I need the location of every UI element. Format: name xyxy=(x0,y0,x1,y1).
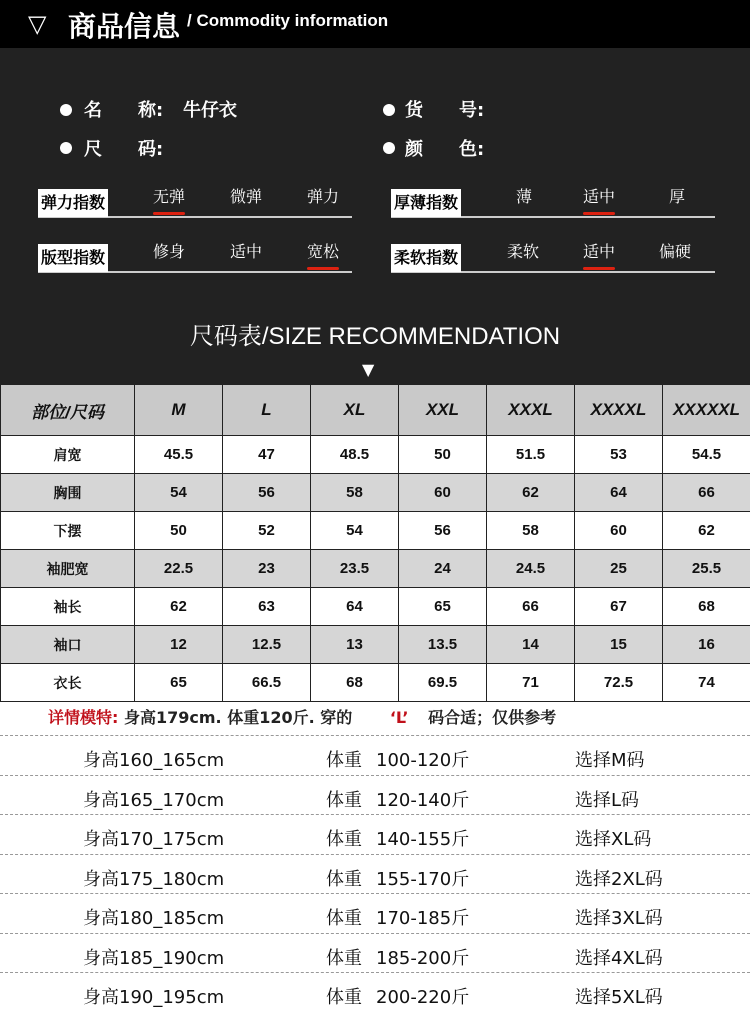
table-cell: 74 xyxy=(663,664,750,702)
table-cell: 51.5 xyxy=(487,436,575,474)
thickness-option-thick: 厚 xyxy=(669,187,686,206)
size-pick: 选择L码 xyxy=(575,789,640,811)
table-cell: 58 xyxy=(311,474,399,512)
table-cell: 60 xyxy=(399,474,487,512)
size-pick: 选择5XL码 xyxy=(575,987,663,1008)
table-cell: 47 xyxy=(223,436,311,474)
header-bar xyxy=(0,0,750,48)
table-row-label: 肩宽 xyxy=(1,436,135,474)
table-cell: 63 xyxy=(223,588,311,626)
table-cell: 23.5 xyxy=(311,550,399,588)
table-cell: 56 xyxy=(399,512,487,550)
elastic-option-slight: 微弹 xyxy=(230,187,263,206)
table-cell: 54 xyxy=(311,512,399,550)
softness-index xyxy=(391,239,715,273)
table-cell: 54 xyxy=(135,474,223,512)
table-cell: 66 xyxy=(487,588,575,626)
table-row xyxy=(1,436,750,474)
table-cell: 53 xyxy=(575,436,663,474)
size-header-l: L xyxy=(223,385,311,436)
size-label: 尺 码: xyxy=(84,139,164,160)
table-cell: 12 xyxy=(135,626,223,664)
weight-range: 170-185斤 xyxy=(376,908,470,929)
list-item xyxy=(0,735,750,775)
height-range: 身高185_190cm xyxy=(83,947,225,969)
triangle-down-icon: ▽ xyxy=(28,10,47,38)
size-header-m: M xyxy=(135,385,223,436)
table-cell: 50 xyxy=(135,512,223,550)
height-range: 身高165_170cm xyxy=(83,789,225,811)
table-row xyxy=(1,588,750,626)
name-value: 牛仔衣 xyxy=(183,100,237,121)
fit-index-label: 版型指数 xyxy=(38,244,108,272)
table-cell: 25.5 xyxy=(663,550,750,588)
size-header-xxxl: XXXL xyxy=(487,385,575,436)
height-range: 身高170_175cm xyxy=(83,829,225,850)
table-row xyxy=(1,474,750,512)
table-cell: 72.5 xyxy=(575,664,663,702)
softness-index-label: 柔软指数 xyxy=(391,244,461,272)
elastic-option-none: 无弹 xyxy=(153,184,185,207)
model-note xyxy=(48,705,556,728)
size-pick: 选择XL码 xyxy=(575,829,652,850)
table-cell: 65 xyxy=(399,588,487,626)
size-header-xl: XL xyxy=(311,385,399,436)
thickness-option-thin: 薄 xyxy=(516,187,533,206)
table-cell: 71 xyxy=(487,664,575,702)
softness-option-soft: 柔软 xyxy=(507,242,540,261)
elastic-option-stretch: 弹力 xyxy=(307,187,340,206)
height-range: 身高175_180cm xyxy=(83,868,225,890)
model-note-text: 身高179cm. 体重120斤. 穿的 xyxy=(123,708,353,727)
table-cell: 60 xyxy=(575,512,663,550)
table-cell: 66 xyxy=(663,474,750,512)
weight-label: 体重 xyxy=(326,829,362,850)
weight-range: 100-120斤 xyxy=(376,750,470,771)
thickness-index-label: 厚薄指数 xyxy=(391,189,461,217)
table-cell: 68 xyxy=(663,588,750,626)
table-cell: 25 xyxy=(575,550,663,588)
elastic-index xyxy=(38,184,352,218)
size-header-xxl: XXL xyxy=(399,385,487,436)
weight-range: 200-220斤 xyxy=(376,987,470,1008)
bullet-icon xyxy=(60,142,72,154)
table-cell: 14 xyxy=(487,626,575,664)
size-pick: 选择3XL码 xyxy=(575,908,663,929)
product-info-section xyxy=(0,48,750,384)
table-row xyxy=(1,626,750,664)
table-cell: 23 xyxy=(223,550,311,588)
model-note-tail: 码合适；仅供参考 xyxy=(428,708,557,727)
list-item xyxy=(0,775,750,815)
table-cell: 12.5 xyxy=(223,626,311,664)
arrow-down-icon: ▼ xyxy=(362,360,375,379)
table-row-label: 下摆 xyxy=(1,512,135,550)
list-item xyxy=(0,854,750,894)
table-cell: 54.5 xyxy=(663,436,750,474)
table-row-label: 袖肥宽 xyxy=(1,550,135,588)
bullet-icon xyxy=(383,104,395,116)
size-header-xxxxxl: XXXXXL xyxy=(663,385,750,436)
table-row xyxy=(1,664,750,702)
list-item xyxy=(0,893,750,933)
table-cell: 69.5 xyxy=(399,664,487,702)
fit-option-loose: 宽松 xyxy=(307,239,339,262)
weight-label: 体重 xyxy=(326,908,362,929)
table-cell: 24.5 xyxy=(487,550,575,588)
table-cell: 64 xyxy=(311,588,399,626)
list-item xyxy=(0,972,750,1012)
table-cell: 62 xyxy=(487,474,575,512)
softness-option-medium: 适中 xyxy=(583,239,615,262)
header-title-cn: 商品信息 xyxy=(68,10,181,43)
weight-label: 体重 xyxy=(326,868,362,890)
size-table-corner: 部位/尺码 xyxy=(1,385,135,436)
table-cell: 15 xyxy=(575,626,663,664)
table-cell: 62 xyxy=(663,512,750,550)
weight-label: 体重 xyxy=(326,947,362,969)
table-cell: 52 xyxy=(223,512,311,550)
list-item xyxy=(0,814,750,854)
size-pick: 选择2XL码 xyxy=(575,868,663,890)
table-cell: 16 xyxy=(663,626,750,664)
header-title-en: / Commodity information xyxy=(187,11,389,30)
table-cell: 48.5 xyxy=(311,436,399,474)
table-cell: 45.5 xyxy=(135,436,223,474)
fit-option-regular: 适中 xyxy=(230,242,263,261)
table-cell: 67 xyxy=(575,588,663,626)
table-cell: 66.5 xyxy=(223,664,311,702)
softness-option-hard: 偏硬 xyxy=(659,242,692,261)
weight-range: 140-155斤 xyxy=(376,829,470,850)
size-header-xxxxl: XXXXL xyxy=(575,385,663,436)
table-row-label: 胸围 xyxy=(1,474,135,512)
size-pick: 选择4XL码 xyxy=(575,947,663,969)
table-cell: 56 xyxy=(223,474,311,512)
bullet-icon xyxy=(383,142,395,154)
table-row xyxy=(1,550,750,588)
table-cell: 13.5 xyxy=(399,626,487,664)
table-cell: 50 xyxy=(399,436,487,474)
height-range: 身高180_185cm xyxy=(83,908,225,929)
elastic-index-label: 弹力指数 xyxy=(38,189,108,217)
table-cell: 65 xyxy=(135,664,223,702)
table-cell: 24 xyxy=(399,550,487,588)
thickness-option-medium: 适中 xyxy=(583,184,615,207)
table-cell: 62 xyxy=(135,588,223,626)
model-note-size: ‘L’ xyxy=(389,708,409,727)
table-cell: 13 xyxy=(311,626,399,664)
table-row-label: 衣长 xyxy=(1,664,135,702)
weight-range: 155-170斤 xyxy=(376,868,470,890)
model-note-label: 详情模特: xyxy=(48,708,119,727)
table-row-label: 袖口 xyxy=(1,626,135,664)
size-table xyxy=(0,384,750,702)
color-label: 颜 色: xyxy=(405,139,485,160)
size-pick: 选择M码 xyxy=(575,750,645,771)
name-label: 名 称: xyxy=(84,100,164,121)
table-cell: 64 xyxy=(575,474,663,512)
table-cell: 58 xyxy=(487,512,575,550)
weight-label: 体重 xyxy=(326,789,362,811)
size-chart-title: 尺码表/SIZE RECOMMENDATION xyxy=(189,323,561,350)
table-row-label: 袖长 xyxy=(1,588,135,626)
table-cell: 22.5 xyxy=(135,550,223,588)
size-table-header-row xyxy=(1,385,750,436)
fit-option-slim: 修身 xyxy=(153,242,186,261)
weight-label: 体重 xyxy=(326,750,362,771)
fit-index xyxy=(38,239,352,273)
list-item xyxy=(0,933,750,973)
thickness-index xyxy=(391,184,715,218)
height-range: 身高190_195cm xyxy=(83,987,225,1008)
weight-range: 185-200斤 xyxy=(376,947,470,969)
table-cell: 68 xyxy=(311,664,399,702)
table-row xyxy=(1,512,750,550)
code-label: 货 号: xyxy=(405,100,485,121)
height-range: 身高160_165cm xyxy=(83,750,225,771)
weight-range: 120-140斤 xyxy=(376,789,470,811)
weight-label: 体重 xyxy=(326,987,362,1008)
bullet-icon xyxy=(60,104,72,116)
